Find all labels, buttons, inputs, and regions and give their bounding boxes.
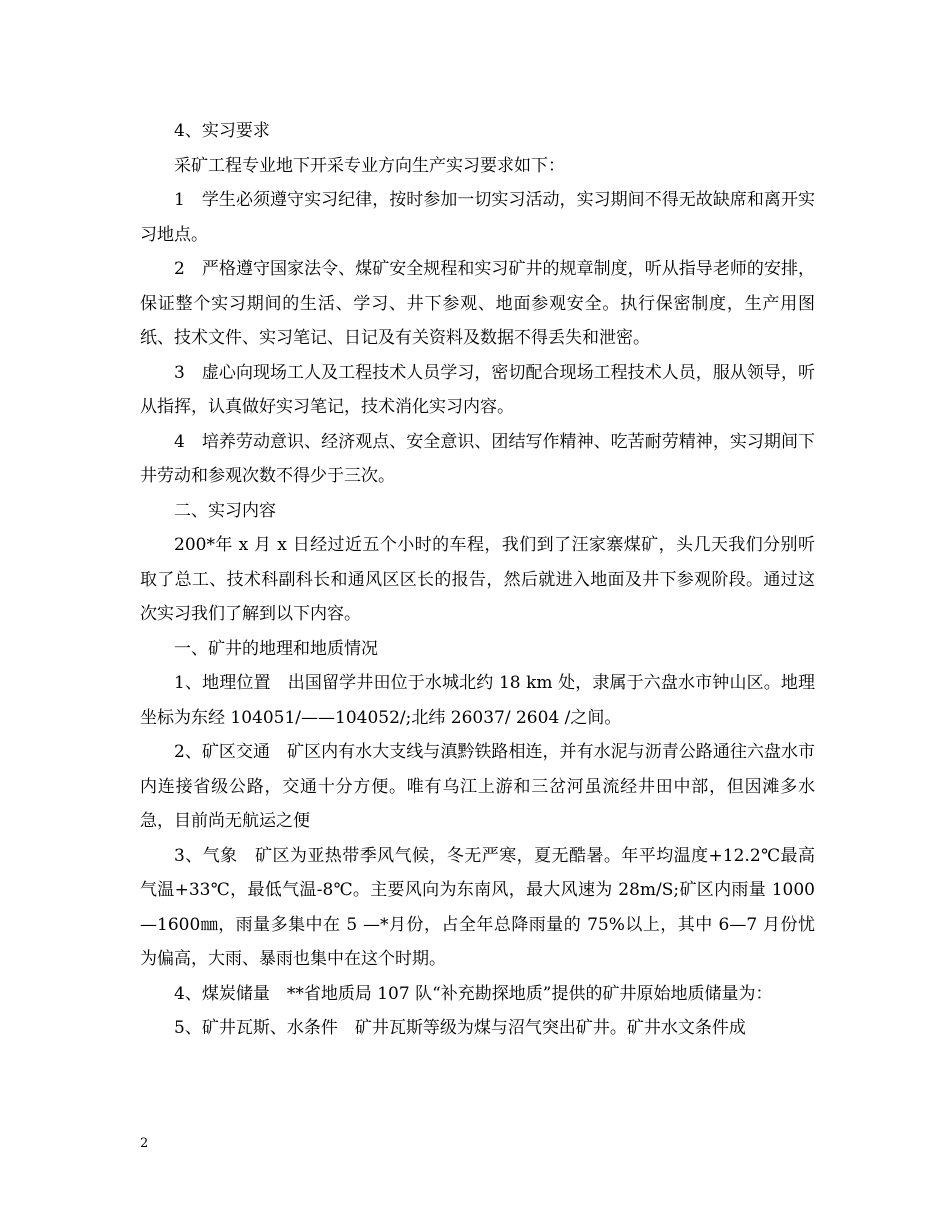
page-number: 2 — [140, 1136, 149, 1151]
section-heading-geology: 一、矿井的地理和地质情况 — [174, 638, 378, 659]
paragraph-gas-water: 5、矿井瓦斯、水条件 矿井瓦斯等级为煤与沼气突出矿井。矿井水文条件成 — [174, 1018, 746, 1038]
paragraph-location: 1、地理位置 出国留学井田位于水城北约 18 km 处，隶属于六盘水市钟山区。地理坐标为东经 104051/——104052/;北纬 26037/ 2604 /之间。 — [140, 673, 815, 728]
paragraph-transport: 2、矿区交通 矿区内有水大支线与滇黔铁路相连，并有水泥与沥青公路通往六盘水市内连接省级公路，交通十分方便。唯有乌江上游和三岔河虽流经井田中部，但因滩多水急，目前尚无航运之便 — [140, 742, 815, 831]
paragraph-requirements-intro: 采矿工程专业地下开采专业方向生产实习要求如下： — [174, 155, 565, 176]
paragraph-content-intro: 200*年 x 月 x 日经过近五个小时的车程，我们到了汪家寨煤矿，头几天我们分别听取了总工、技术科副科长和通风区区长的报告，然后就进入地面及井下参观阶段。通过这次实习我们了解到以下内容。 — [140, 535, 815, 624]
paragraph-climate: 3、气象 矿区为亚热带季风气候，冬无严寒，夏无酷暑。年平均温度+12.2℃最高气温+33℃，最低气温-8℃。主要风向为东南风，最大风速为 28m/S;矿区内雨量 1000—1600㎜，雨量多集中在 5 —*月份，占全年总降雨量的 75%以上，其中 6—7 月份忧为偏高，大雨、暴雨也集中在这个时期。 — [140, 845, 815, 969]
paragraph-coal-reserves: 4、煤炭储量 **省地质局 107 队“补充勘探地质”提供的矿井原始地质储量为： — [174, 983, 773, 1004]
paragraph-requirement-4: 4 培养劳动意识、经济观点、安全意识、团结写作精神、吃苦耐劳精神，实习期间下井劳动和参观次数不得少于三次。 — [140, 431, 815, 486]
document-body — [140, 114, 815, 1046]
section-heading-content: 二、实习内容 — [174, 500, 276, 521]
section-heading-requirements: 4、实习要求 — [174, 121, 270, 141]
paragraph-requirement-1: 1 学生必须遵守实习纪律，按时参加一切实习活动，实习期间不得无故缺席和离开实习地点。 — [140, 190, 815, 245]
paragraph-requirement-3: 3 虚心向现场工人及工程技术人员学习，密切配合现场工程技术人员，服从领导，听从指挥，认真做好实习笔记，技术消化实习内容。 — [140, 362, 815, 417]
paragraph-requirement-2: 2 严格遵守国家法令、煤矿安全规程和实习矿井的规章制度，听从指导老师的安排，保证整个实习期间的生活、学习、井下参观、地面参观安全。执行保密制度，生产用图纸、技术文件、实习笔记、日记及有关资料及数据不得丢失和泄密。 — [140, 259, 815, 348]
